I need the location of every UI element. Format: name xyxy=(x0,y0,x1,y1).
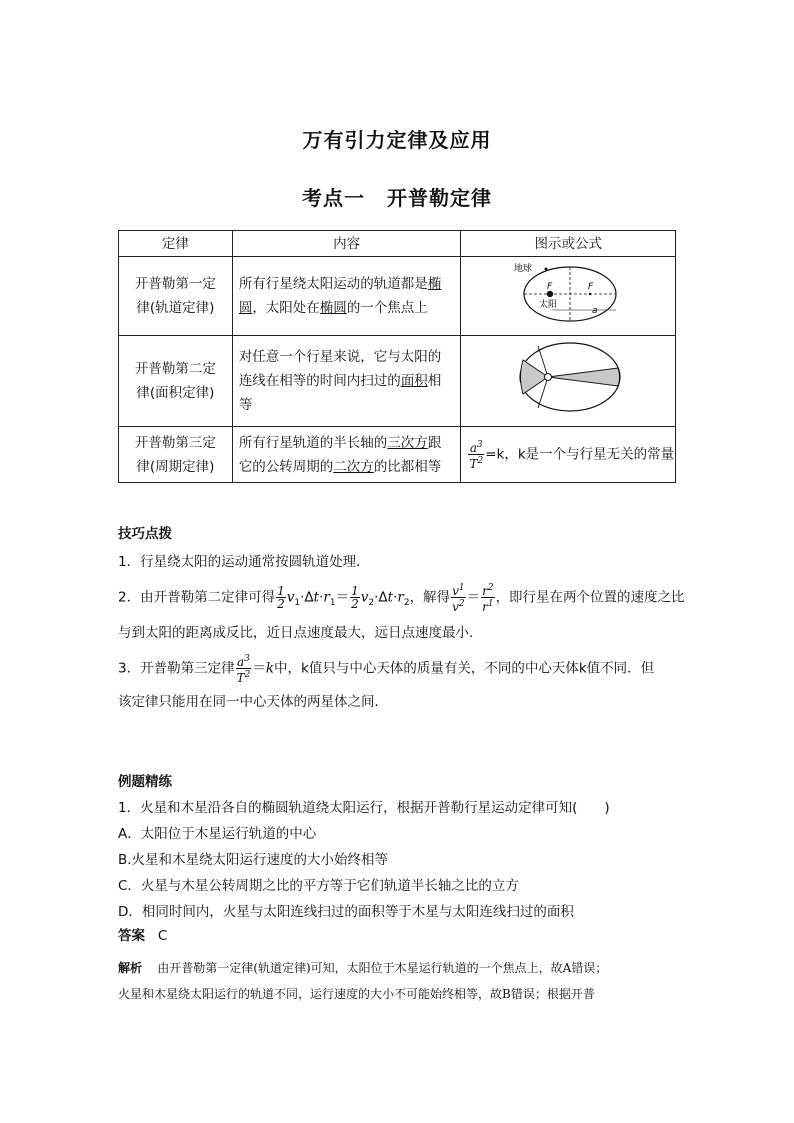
underlined-term: 椭圆 xyxy=(319,300,347,316)
analysis-label: 解析 xyxy=(118,961,143,975)
table-row xyxy=(119,257,676,336)
content-text: 跟它的公转周期的 xyxy=(238,434,442,475)
section-title xyxy=(0,182,794,211)
table-row xyxy=(119,336,676,427)
answer-line xyxy=(118,924,688,948)
tip-item-3: 3．开普勒第三定律 $\frac{a^3}{T^2}$ ＝k中，k值只与中心天体的质量有关，不同的中心天体k值不同．但 xyxy=(118,654,655,686)
law-name-line2: 律(周期定律) xyxy=(136,458,215,475)
option-b: B.火星和木星绕太阳运行速度的大小始终相等 xyxy=(118,852,389,868)
orbit-figure-cell xyxy=(461,257,676,336)
law-name-line1: 开普勒第三定 xyxy=(134,434,216,451)
tips-section xyxy=(118,522,688,714)
fig-label-focus2: F xyxy=(588,282,594,292)
content-text: 所有行星轨道的半长轴的 xyxy=(238,434,388,451)
analysis-text: 由开普勒第一定律(轨道定律)可知，太阳位于木星运行轨道的一个焦点上，故A错误； xyxy=(157,961,608,975)
law-content-cell xyxy=(232,336,461,427)
content-text: 所有行星绕太阳运动的轨道都是 xyxy=(238,276,428,292)
law-content-cell xyxy=(232,257,461,336)
formula-den-exp: 2 xyxy=(477,456,484,466)
law-name-line1: 开普勒第二定 xyxy=(134,361,216,377)
law-content-cell xyxy=(232,427,461,483)
content-text: 的一个焦点上 xyxy=(346,300,428,316)
formula-num-exp: 3 xyxy=(477,440,483,450)
formula-v-ratio: $\frac{v^1}{v^2}$ xyxy=(452,583,465,614)
content-text: 相等 xyxy=(238,373,442,413)
underlined-term: 三次方 xyxy=(387,434,428,451)
area-figure-cell xyxy=(461,336,676,427)
formula-r-ratio: $\frac{r^2}{r^1}$ xyxy=(482,583,494,614)
law-name-cell xyxy=(119,257,233,336)
section-number: 考点一 xyxy=(302,186,365,210)
option-d: D．相同时间内，火星与太阳连线扫过的面积等于木星与太阳连线扫过的面积 xyxy=(118,904,574,920)
underlined-term: 椭圆 xyxy=(238,276,442,316)
law-name-line1: 开普勒第一定 xyxy=(134,276,216,292)
analysis-line-1 xyxy=(118,955,682,981)
law-name-line2: 律(轨道定律) xyxy=(136,300,215,316)
table-header-row xyxy=(119,231,676,257)
tip-item-2: 2．由开普勒第二定律可得 $\frac{1}{2}$ $v_1\cdot\Delta t\cdot r_1=$ $\frac{1}{2}$ $v_2\cdot\Delta t\cdot r_2$，解得 $\frac{v^1}{v^2}$ ＝ $\frac{r^2}{r^1}$ ，即行星在两个位置的速度之比 xyxy=(118,583,685,614)
example-heading: 例题精练 xyxy=(118,774,172,790)
document-title: 万有引力定律及应用 xyxy=(302,128,492,152)
tip-text: 2．由开普勒第二定律可得 xyxy=(118,589,276,606)
formula-fraction xyxy=(468,439,484,470)
tip-item-2-line2: 与到太阳的距离成反比，近日点速度最大，远日点速度最小． xyxy=(118,625,483,642)
option-a: A．太阳位于木星运行轨道的中心 xyxy=(118,826,317,842)
formula-a3-t2: $\frac{a^3}{T^2}$ xyxy=(236,654,251,686)
formula-num: a xyxy=(469,441,478,455)
option-c: C．火星与木星公转周期之比的平方等于它们轨道半长轴之比的立方 xyxy=(118,878,519,894)
example-section xyxy=(118,770,688,948)
law-name-cell xyxy=(119,336,233,427)
law-name-line2: 律(面积定律) xyxy=(136,385,215,401)
answer-value: C xyxy=(157,928,168,944)
tips-heading: 技巧点拨 xyxy=(118,526,172,542)
fig-label-focus1: F xyxy=(547,282,553,292)
tip-item-3-line2: 该定律只能用在同一中心天体的两星体之间． xyxy=(118,694,388,711)
law-name-cell xyxy=(119,427,233,483)
formula-den: T xyxy=(469,457,478,471)
section-name: 开普勒定律 xyxy=(387,186,492,210)
tip-text: 3．开普勒第三定律 xyxy=(118,660,235,677)
sun-circle-icon xyxy=(545,374,552,381)
example-question: 1．火星和木星沿各自的椭圆轨道绕太阳运行，根据开普勒行星运动定律可知( ) xyxy=(118,800,610,816)
third-law-formula-cell xyxy=(461,427,676,483)
tip-text: 中，k值只与中心天体的质量有关，不同的中心天体k值不同．但 xyxy=(274,660,655,677)
header-figure: 图示或公式 xyxy=(461,231,676,257)
content-text: ，太阳处在 xyxy=(252,300,320,316)
underlined-term: 面积 xyxy=(400,373,428,389)
tip-text: ，即行星在两个位置的速度之比 xyxy=(495,589,685,606)
earth-dot-icon xyxy=(545,268,548,271)
underlined-term: 二次方 xyxy=(333,458,374,475)
fig-label-semi-axis: a xyxy=(592,306,598,316)
formula-half: $\frac{1}{2}$ xyxy=(277,584,285,611)
formula-half: $\frac{1}{2}$ xyxy=(351,584,359,611)
fig-label-sun: 太阳 xyxy=(539,300,558,310)
content-text: 对任意一个行星来说，它与太阳的连线在相等的时间内扫过的 xyxy=(238,349,442,389)
formula-rhs: =k，k是一个与行星无关的常量 xyxy=(485,446,675,463)
fig-label-earth: 地球 xyxy=(514,264,533,274)
header-content: 内容 xyxy=(232,231,461,257)
elliptical-orbit-diagram xyxy=(508,259,628,325)
analysis-line-2: 火星和木星绕太阳运行的轨道不同，运行速度的大小不可能始终相等，故B错误；根据开普 xyxy=(118,987,595,1001)
content-text: 的比都相等 xyxy=(373,458,442,475)
kepler-laws-table xyxy=(118,230,676,483)
tip-item-1: 1．行星绕太阳的运动通常按圆轨道处理． xyxy=(118,554,370,570)
header-law: 定律 xyxy=(119,231,233,257)
table-row xyxy=(119,427,676,483)
analysis-section xyxy=(118,955,682,1007)
tip-text: ，解得 xyxy=(409,589,451,606)
answer-label: 答案 xyxy=(118,928,145,944)
equal-area-diagram xyxy=(508,338,628,416)
